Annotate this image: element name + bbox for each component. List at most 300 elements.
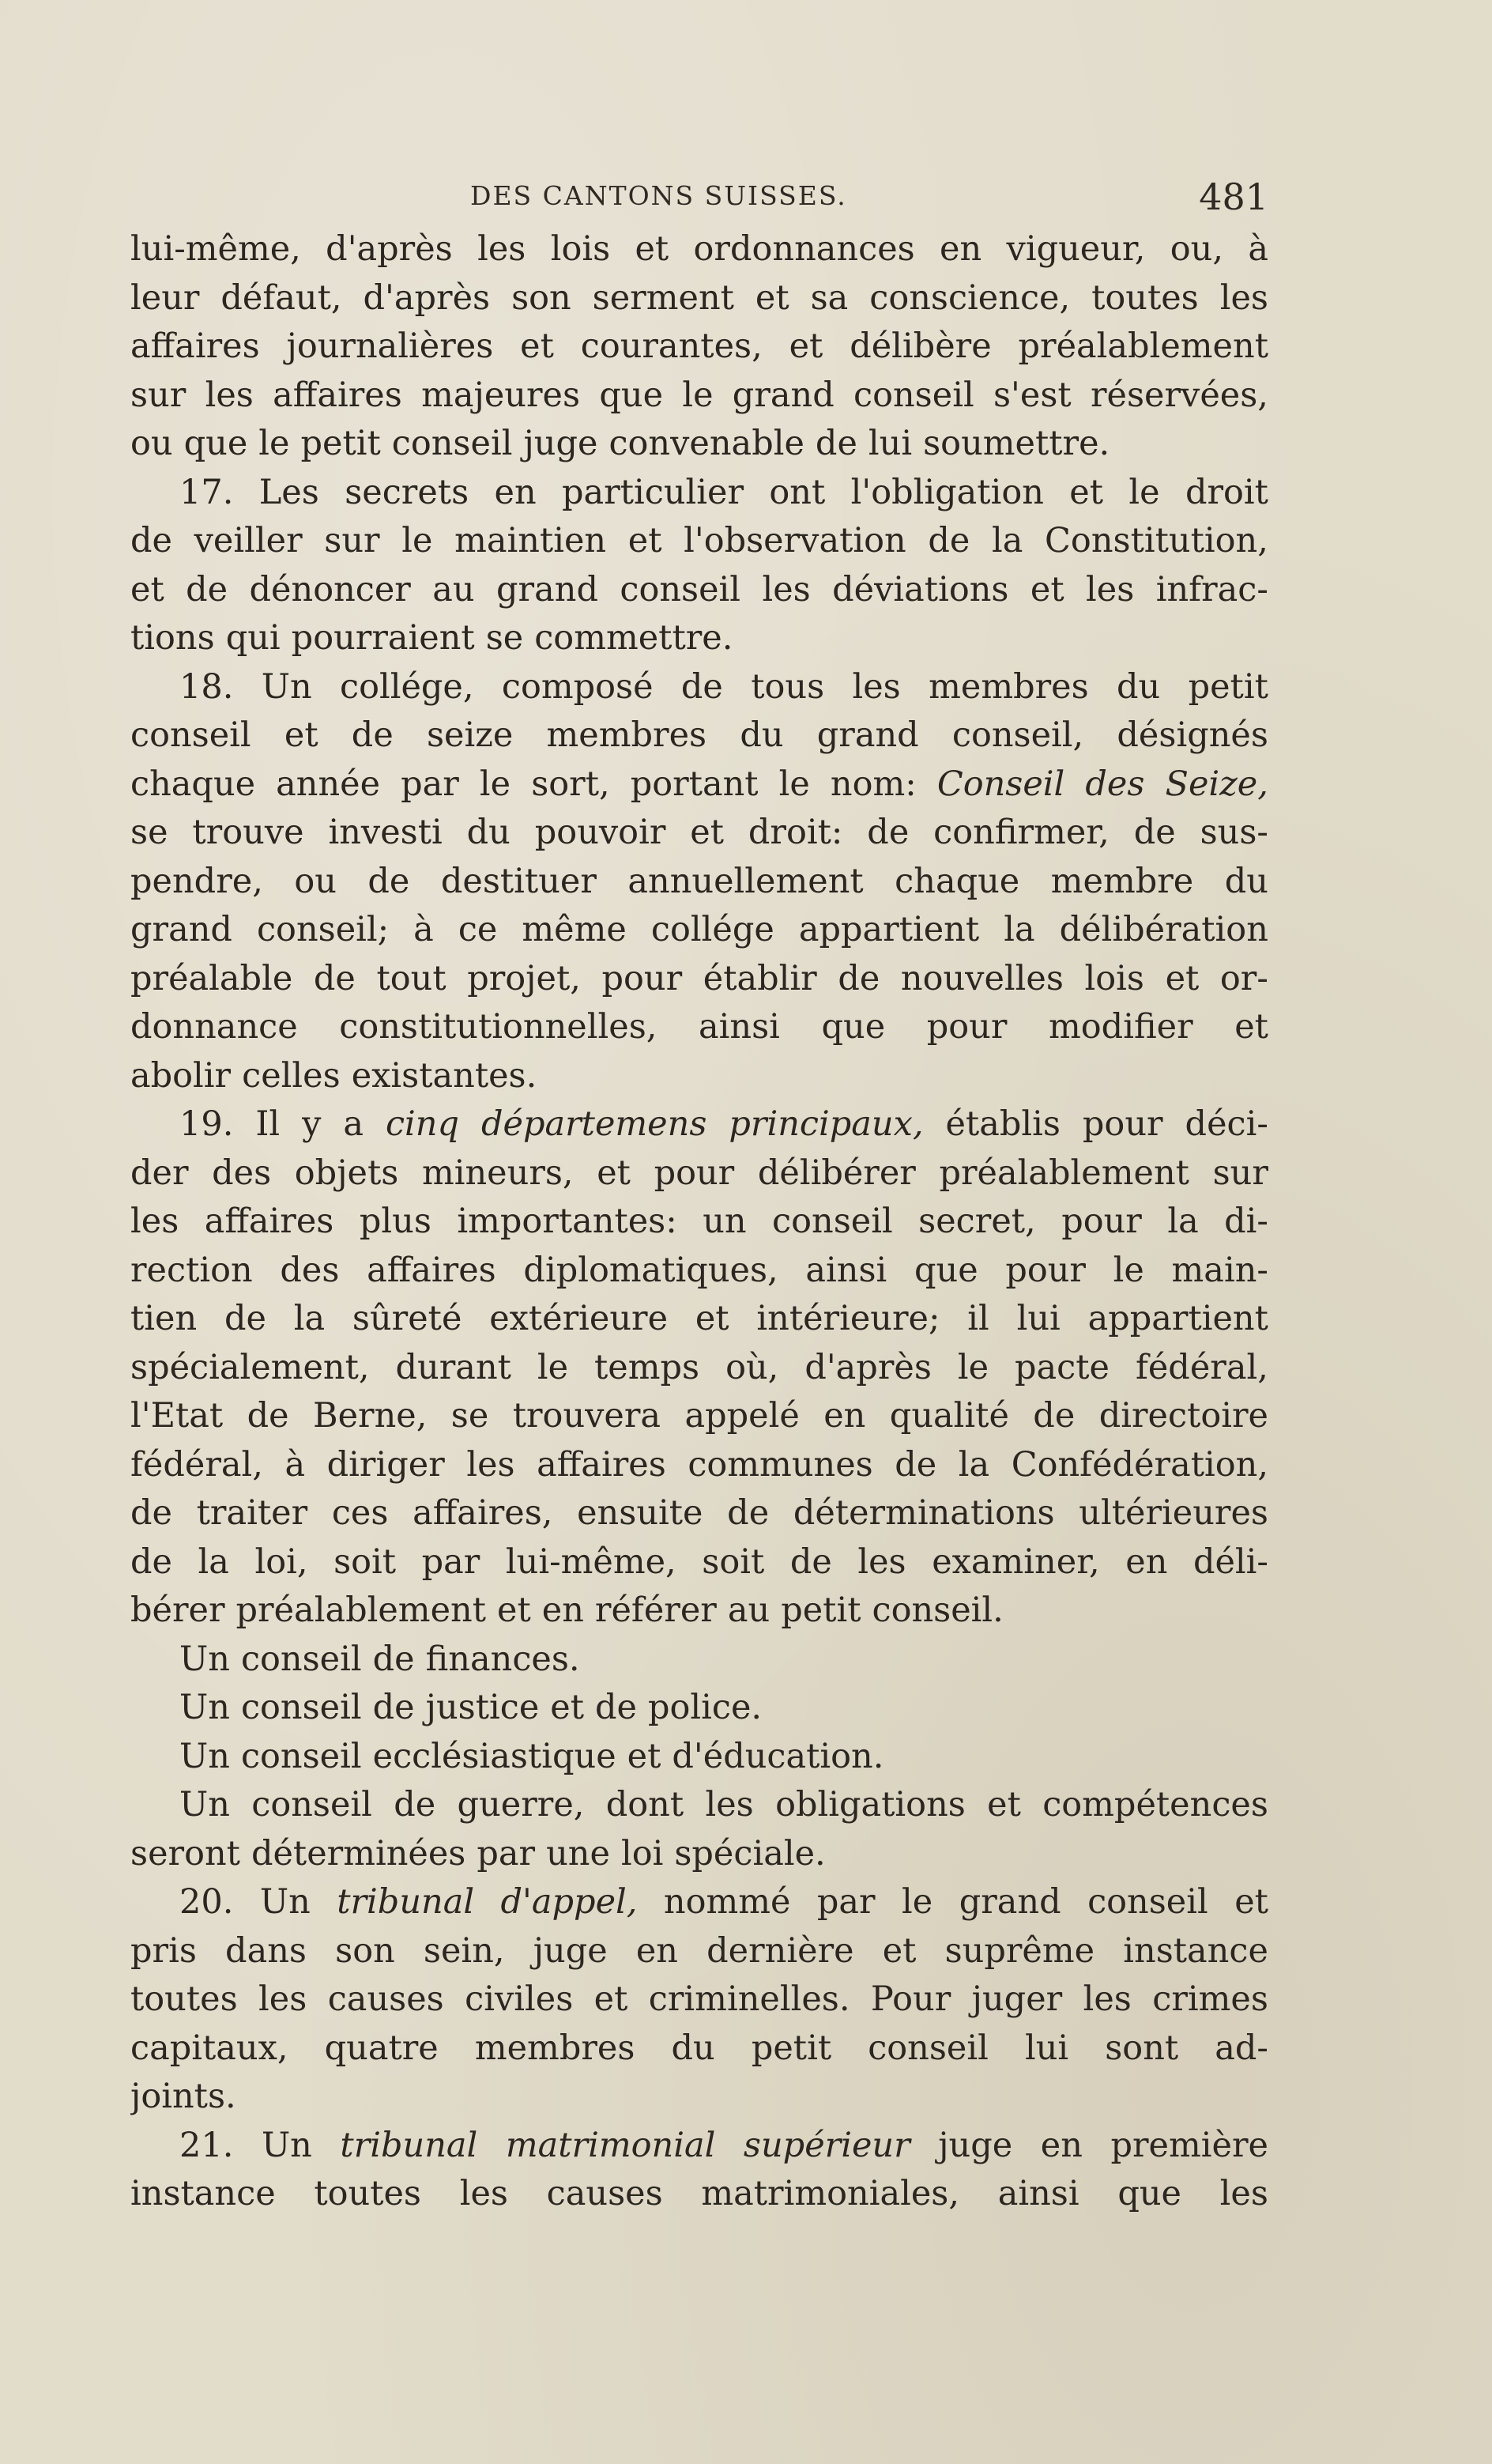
word: ce bbox=[458, 910, 498, 949]
word: leur bbox=[130, 277, 200, 318]
word: sur bbox=[130, 375, 186, 415]
word: et bbox=[755, 277, 789, 318]
text-line bbox=[130, 2024, 1268, 2073]
word: main- bbox=[1171, 1250, 1268, 1290]
word: en bbox=[541, 1590, 584, 1630]
word: conseil; bbox=[256, 910, 390, 949]
word: conseil bbox=[868, 2028, 989, 2068]
word: que bbox=[914, 1250, 978, 1290]
word: criminelles. bbox=[648, 1979, 850, 2019]
word: pour bbox=[601, 958, 683, 998]
word: sort, bbox=[531, 764, 610, 804]
word: particulier bbox=[562, 472, 744, 512]
word: droit: bbox=[748, 813, 843, 852]
word: instance bbox=[1123, 1930, 1268, 1971]
word: trouvera bbox=[512, 1396, 661, 1436]
word: à bbox=[413, 910, 434, 949]
word: la bbox=[1004, 910, 1035, 949]
word: délibérer bbox=[757, 1153, 916, 1193]
word: spéciale. bbox=[674, 1833, 826, 1873]
word: principaux, bbox=[729, 1104, 924, 1144]
word: journalières bbox=[286, 326, 494, 366]
word: et bbox=[882, 1930, 917, 1971]
word: et bbox=[550, 1688, 584, 1727]
word: conseil bbox=[240, 1639, 362, 1679]
word: conseil bbox=[240, 1736, 362, 1776]
word: grand bbox=[496, 569, 598, 609]
word: pour bbox=[1082, 1104, 1163, 1144]
text-line bbox=[130, 1538, 1268, 1587]
word: confirmer, bbox=[933, 813, 1110, 852]
word: directoire bbox=[1098, 1396, 1268, 1436]
word: du bbox=[466, 813, 511, 852]
word: déviations bbox=[832, 569, 1009, 609]
word: établis bbox=[945, 1104, 1061, 1144]
word: se bbox=[450, 1396, 489, 1436]
word: que bbox=[599, 375, 664, 415]
word: son bbox=[335, 1930, 395, 1971]
word: capitaux, bbox=[130, 2028, 288, 2068]
word: commettre. bbox=[534, 618, 733, 658]
word: le bbox=[902, 1882, 933, 1922]
text-line bbox=[130, 1781, 1268, 1830]
word: diplomatiques, bbox=[523, 1250, 778, 1290]
word: celles bbox=[242, 1055, 341, 1096]
word: se bbox=[485, 618, 524, 658]
word: préalablement bbox=[1018, 326, 1268, 366]
word: destituer bbox=[440, 861, 597, 901]
word: donnance bbox=[130, 1007, 298, 1047]
word: du bbox=[1117, 666, 1161, 707]
word: loi, bbox=[254, 1541, 308, 1582]
word: au bbox=[432, 569, 475, 609]
word: les bbox=[852, 666, 901, 707]
word: dénoncer bbox=[249, 569, 411, 609]
word: et bbox=[690, 813, 725, 852]
word: ou bbox=[130, 424, 173, 463]
word: par bbox=[401, 764, 459, 804]
word: ecclésiastique bbox=[372, 1736, 616, 1776]
word: petit bbox=[751, 2028, 832, 2068]
text-line bbox=[130, 274, 1268, 323]
word: il bbox=[967, 1299, 989, 1338]
word: tout bbox=[376, 958, 446, 998]
word: pacte bbox=[1015, 1347, 1110, 1387]
word: cinq bbox=[385, 1104, 460, 1144]
word: référer bbox=[594, 1590, 717, 1630]
text-line bbox=[130, 323, 1268, 372]
text-line bbox=[130, 1344, 1268, 1393]
word: sein, bbox=[423, 1930, 505, 1971]
word: affaires bbox=[537, 1444, 666, 1485]
word: infrac- bbox=[1155, 569, 1268, 609]
word: abolir bbox=[130, 1055, 232, 1096]
word: le bbox=[537, 1347, 569, 1387]
word: et bbox=[1030, 569, 1064, 609]
word: temps bbox=[594, 1347, 700, 1387]
word: de bbox=[789, 1541, 832, 1582]
word: secret, bbox=[918, 1202, 1036, 1241]
word: pour bbox=[1005, 1250, 1086, 1290]
word: nouvelles bbox=[900, 958, 1064, 998]
word: sur bbox=[1212, 1153, 1268, 1193]
word: traiter bbox=[196, 1493, 308, 1533]
word: a bbox=[343, 1104, 364, 1144]
word: du bbox=[1224, 861, 1268, 901]
word: qualité bbox=[889, 1396, 1009, 1436]
word: loi bbox=[620, 1833, 664, 1873]
word: ou bbox=[294, 861, 337, 901]
word: Constitution, bbox=[1045, 521, 1268, 560]
word: extérieure bbox=[489, 1299, 669, 1338]
word: ad- bbox=[1215, 2028, 1268, 2068]
word: droit bbox=[1185, 472, 1268, 512]
word: les bbox=[1086, 569, 1135, 609]
word: les bbox=[466, 1444, 515, 1485]
word: s'est bbox=[993, 375, 1072, 415]
word: conseil bbox=[251, 1785, 372, 1824]
word: causes bbox=[327, 1979, 444, 2019]
word: toutes bbox=[1091, 277, 1199, 318]
word: convenable bbox=[608, 424, 804, 463]
word: conseil bbox=[391, 424, 513, 463]
word: la bbox=[992, 521, 1023, 560]
text-line bbox=[130, 566, 1268, 615]
word: portant bbox=[630, 764, 759, 804]
text-line bbox=[130, 1878, 1268, 1927]
word: affaires bbox=[273, 375, 402, 415]
word: des bbox=[280, 1250, 340, 1290]
word: ainsi bbox=[805, 1250, 887, 1290]
word: délibère bbox=[850, 326, 992, 366]
word: conseil bbox=[853, 375, 974, 415]
word: en bbox=[940, 229, 982, 269]
word: qui bbox=[225, 618, 281, 658]
word: sont bbox=[1105, 2028, 1179, 2068]
word: les bbox=[857, 1541, 906, 1582]
word: examiner, bbox=[932, 1541, 1100, 1582]
word: ou, bbox=[1170, 229, 1224, 269]
word: l'obligation bbox=[850, 472, 1044, 512]
word: de bbox=[1133, 813, 1176, 852]
word: tions bbox=[130, 618, 215, 658]
word: composé bbox=[501, 666, 654, 707]
word: plus bbox=[359, 1202, 431, 1241]
word: seront bbox=[130, 1833, 240, 1873]
word: soit bbox=[333, 1541, 397, 1582]
word: majeures bbox=[421, 375, 581, 415]
word: pendre, bbox=[130, 861, 263, 901]
word: de bbox=[130, 521, 172, 560]
word: matrimonial bbox=[505, 2125, 716, 2165]
word: grand bbox=[130, 910, 232, 949]
word: annuellement bbox=[627, 861, 864, 901]
word: mineurs, bbox=[421, 1153, 574, 1193]
word: instance bbox=[130, 2174, 276, 2213]
word: durant bbox=[395, 1347, 511, 1387]
word: appartient bbox=[1087, 1299, 1268, 1338]
word: toutes bbox=[314, 2174, 421, 2213]
word: Berne, bbox=[312, 1396, 428, 1436]
word: ultérieures bbox=[1079, 1493, 1268, 1533]
word: un bbox=[703, 1202, 747, 1241]
word: justice bbox=[425, 1688, 540, 1727]
word: Pour bbox=[870, 1979, 951, 2019]
word: collége bbox=[650, 910, 774, 949]
word: en bbox=[1125, 1541, 1168, 1582]
word: grand bbox=[732, 375, 835, 415]
word: appelé bbox=[684, 1396, 800, 1436]
word: pourraient bbox=[291, 618, 475, 658]
word: de bbox=[1033, 1396, 1076, 1436]
word: lois bbox=[1084, 958, 1144, 998]
word: crimes bbox=[1152, 1979, 1268, 2019]
word: pouvoir bbox=[534, 813, 666, 852]
word: or- bbox=[1219, 958, 1268, 998]
word: déterminations bbox=[793, 1493, 1055, 1533]
word: et bbox=[1234, 1007, 1268, 1047]
word: juger bbox=[971, 1979, 1063, 2019]
text-line bbox=[130, 614, 1268, 663]
text-line bbox=[130, 1489, 1268, 1538]
word: sûreté bbox=[352, 1299, 462, 1338]
word: les bbox=[205, 375, 254, 415]
text-line bbox=[130, 2170, 1268, 2219]
word: affaires, bbox=[413, 1493, 553, 1533]
word: guerre, bbox=[457, 1785, 585, 1824]
text-line bbox=[130, 1587, 1268, 1636]
word: conseil bbox=[130, 715, 251, 755]
text-line bbox=[130, 420, 1268, 469]
word: le bbox=[401, 521, 433, 560]
word: fédéral, bbox=[130, 1444, 263, 1485]
text-line bbox=[130, 1830, 1268, 1879]
text-line bbox=[130, 906, 1268, 955]
word: projet, bbox=[467, 958, 581, 998]
text-line bbox=[130, 1392, 1268, 1441]
word: rection bbox=[130, 1250, 253, 1290]
word: en bbox=[494, 472, 537, 512]
word: que bbox=[1117, 2174, 1181, 2213]
word: tribunal bbox=[337, 1882, 475, 1922]
text-line bbox=[130, 225, 1268, 274]
word: la bbox=[293, 1299, 326, 1338]
word: quatre bbox=[324, 2028, 439, 2068]
word: serment bbox=[592, 277, 734, 318]
word: nom: bbox=[830, 764, 917, 804]
word: Les bbox=[258, 472, 319, 512]
word: conseil. bbox=[872, 1590, 1004, 1630]
word: toutes bbox=[130, 1979, 238, 2019]
word: dans bbox=[225, 1930, 307, 1971]
word: conseil, bbox=[951, 715, 1084, 755]
word: nommé bbox=[663, 1882, 791, 1922]
word: la bbox=[1167, 1202, 1199, 1241]
word: bérer bbox=[130, 1590, 225, 1630]
word: conscience, bbox=[869, 277, 1071, 318]
word: Un bbox=[261, 666, 312, 707]
text-line bbox=[130, 469, 1268, 518]
text-line bbox=[130, 517, 1268, 566]
word: Un bbox=[179, 1736, 230, 1776]
word: préalablement bbox=[939, 1153, 1189, 1193]
word: membre bbox=[1050, 861, 1194, 901]
word: 19. bbox=[179, 1104, 234, 1144]
word: les bbox=[1219, 277, 1268, 318]
word: existantes. bbox=[351, 1055, 537, 1096]
word: spécialement, bbox=[130, 1347, 370, 1387]
word: dont bbox=[605, 1785, 684, 1824]
word: affaires bbox=[204, 1202, 334, 1241]
word: déli- bbox=[1192, 1541, 1268, 1582]
text-line bbox=[130, 1149, 1268, 1198]
text-line bbox=[130, 1052, 1268, 1101]
word: se bbox=[130, 813, 168, 852]
word: de bbox=[247, 1396, 289, 1436]
word: objets bbox=[294, 1153, 399, 1193]
text-line bbox=[130, 858, 1268, 907]
word: Un bbox=[259, 1882, 311, 1922]
word: établir bbox=[703, 958, 817, 998]
word: que bbox=[821, 1007, 886, 1047]
word: affaires bbox=[130, 326, 260, 366]
word: chaque bbox=[130, 764, 256, 804]
word: lui-même, bbox=[505, 1541, 676, 1582]
word: réservées, bbox=[1090, 375, 1268, 415]
word: de bbox=[372, 1639, 415, 1679]
word: juge bbox=[533, 1930, 608, 1971]
word: ainsi bbox=[997, 2174, 1079, 2213]
word: ainsi bbox=[699, 1007, 780, 1047]
text-line bbox=[130, 1684, 1268, 1733]
word: seize bbox=[426, 715, 514, 755]
word: du bbox=[740, 715, 784, 755]
word: maintien bbox=[454, 521, 607, 560]
word: en bbox=[823, 1396, 866, 1436]
word: causes bbox=[546, 2174, 663, 2213]
word: et bbox=[635, 229, 669, 269]
word: les bbox=[1083, 1979, 1132, 2019]
word: Un bbox=[179, 1688, 230, 1727]
word: lois bbox=[550, 229, 611, 269]
page-header bbox=[130, 175, 1268, 223]
word: police. bbox=[647, 1688, 763, 1727]
text-line bbox=[130, 809, 1268, 858]
word: des bbox=[212, 1153, 272, 1193]
word: ont bbox=[769, 472, 826, 512]
word: des bbox=[1085, 764, 1145, 804]
word: de bbox=[351, 715, 394, 755]
word: de bbox=[727, 1493, 770, 1533]
word: d'éducation. bbox=[672, 1736, 884, 1776]
text-line bbox=[130, 1003, 1268, 1052]
word: déci- bbox=[1185, 1104, 1268, 1144]
text-line bbox=[130, 663, 1268, 712]
word: lui bbox=[868, 424, 913, 463]
word: que bbox=[183, 424, 248, 463]
word: 17. bbox=[179, 472, 234, 512]
text-line bbox=[130, 2073, 1268, 2122]
word: dernière bbox=[706, 1930, 854, 1971]
word: et bbox=[593, 1979, 628, 2019]
word: de bbox=[838, 958, 880, 998]
word: le bbox=[957, 1347, 989, 1387]
running-head: DES CANTONS SUISSES. bbox=[470, 180, 847, 211]
word: départemens bbox=[480, 1104, 707, 1144]
word: courantes, bbox=[580, 326, 763, 366]
text-line bbox=[130, 2122, 1268, 2171]
text-line bbox=[130, 1636, 1268, 1685]
word: les bbox=[705, 1785, 754, 1824]
word: soumettre. bbox=[923, 424, 1110, 463]
word: chaque bbox=[895, 861, 1020, 901]
text-line bbox=[130, 1441, 1268, 1490]
word: préalable bbox=[130, 958, 293, 998]
word: déterminées bbox=[251, 1833, 466, 1873]
word: lui bbox=[1024, 2028, 1069, 2068]
text-line bbox=[130, 372, 1268, 421]
word: juge bbox=[523, 424, 598, 463]
word: 21. bbox=[179, 2125, 234, 2165]
word: par bbox=[816, 1882, 876, 1922]
word: du bbox=[671, 2028, 715, 2068]
word: une bbox=[546, 1833, 610, 1873]
word: le bbox=[1113, 1250, 1144, 1290]
word: le bbox=[1128, 472, 1160, 512]
word: l'observation bbox=[684, 521, 906, 560]
text-line bbox=[130, 760, 1268, 809]
word: et bbox=[1234, 1882, 1268, 1922]
word: les bbox=[258, 1979, 307, 2019]
word: petit bbox=[1188, 666, 1268, 707]
word: de bbox=[130, 1541, 172, 1582]
word: membres bbox=[546, 715, 707, 755]
word: de bbox=[895, 1444, 937, 1485]
word: grand bbox=[959, 1882, 1061, 1922]
word: de bbox=[372, 1688, 415, 1727]
word: d'après bbox=[804, 1347, 932, 1387]
word: vigueur, bbox=[1006, 229, 1146, 269]
word: la bbox=[198, 1541, 229, 1582]
word: compétences bbox=[1042, 1785, 1268, 1824]
word: le bbox=[682, 375, 714, 415]
word: ces bbox=[331, 1493, 389, 1533]
word: sa bbox=[810, 277, 849, 318]
word: conseil bbox=[240, 1688, 362, 1727]
word: finances. bbox=[425, 1639, 580, 1679]
word: pour bbox=[1061, 1202, 1142, 1241]
word: 20. bbox=[179, 1882, 234, 1922]
word: juge bbox=[938, 2125, 1013, 2165]
word: conseil bbox=[620, 569, 741, 609]
word: appartient bbox=[798, 910, 980, 949]
text-line bbox=[130, 1733, 1268, 1782]
word: et bbox=[520, 326, 554, 366]
text-line bbox=[130, 711, 1268, 760]
word: conseil bbox=[772, 1202, 893, 1241]
word: pris bbox=[130, 1930, 197, 1971]
word: collége, bbox=[339, 666, 474, 707]
word: sur bbox=[324, 521, 380, 560]
word: et bbox=[1069, 472, 1104, 512]
word: d'appel, bbox=[500, 1882, 638, 1922]
word: Un bbox=[179, 1785, 230, 1824]
word: membres bbox=[474, 2028, 635, 2068]
word: lui-même, bbox=[130, 229, 301, 269]
word: tien bbox=[130, 1299, 198, 1338]
word: petit bbox=[300, 424, 381, 463]
word: Confédération, bbox=[1011, 1444, 1268, 1485]
